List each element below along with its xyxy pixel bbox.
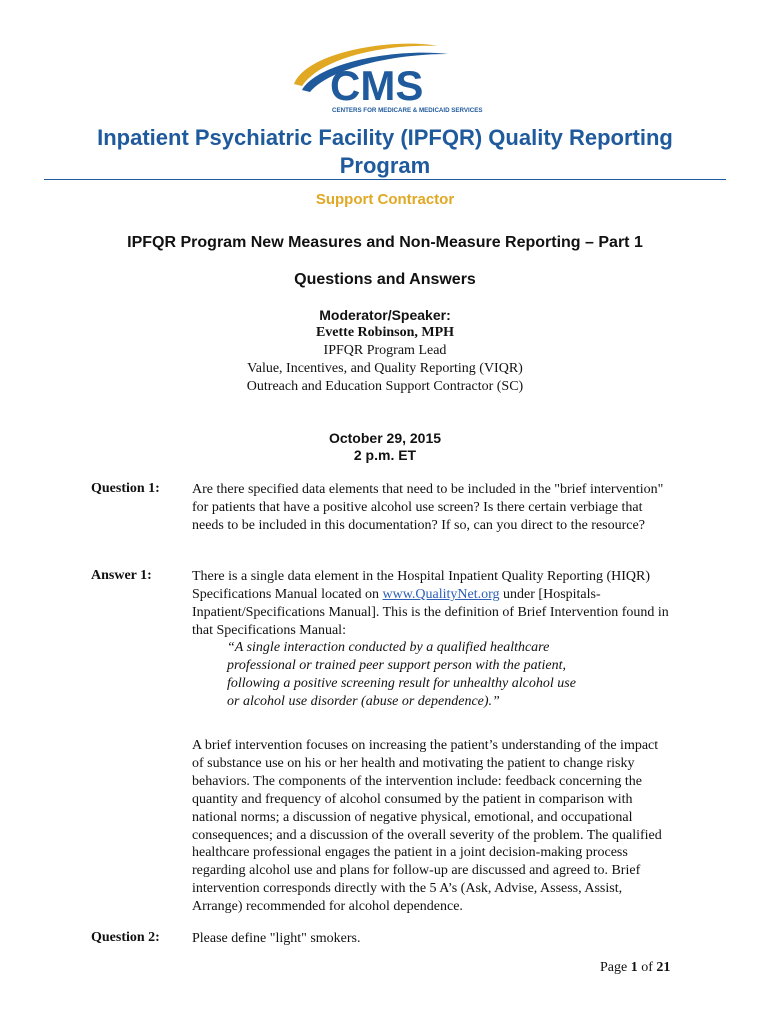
question-2-text: Please define "light" smokers. xyxy=(192,931,361,946)
cms-logo xyxy=(288,40,488,116)
document-heading: IPFQR Program New Measures and Non-Measure Reporting – Part 1 xyxy=(127,234,643,251)
moderator-org-1: Value, Incentives, and Quality Reporting (VIQR) xyxy=(247,361,523,376)
answer-1-paragraph-2: A brief intervention focuses on increasing the patient’s understanding of the impact of substance use on his or her health and motivating the patient to change risky behaviors. The components of the intervention include: feedback concerning the quantity and frequency of alcohol consumed by the patient in comparison with national norms; a discussion of negative physical, emotional, and occupational consequences; and a discussion of the overall severity of the problem. The qualified healthcare professional engages the patient in a joint decision-making process regarding alcohol use and plans for follow-up are discussed and agreed to. Brief intervention corresponds directly with the 5 A’s (Ask, Advise, Assess, Assist, Arrange) recommended for alcohol dependence. xyxy=(192,738,662,915)
moderator-org-2: Outreach and Education Support Contractor (SC) xyxy=(246,379,524,394)
support-contractor-label: Support Contractor xyxy=(315,191,455,208)
logo-subtext: CENTERS FOR MEDICARE & MEDICAID SERVICES xyxy=(332,107,483,114)
moderator-role: IPFQR Program Lead xyxy=(323,343,447,358)
question-1-label: Question 1: xyxy=(91,481,160,496)
page-of: of xyxy=(641,960,653,975)
total-pages: 21 xyxy=(656,960,671,975)
event-date: October 29, 2015 xyxy=(328,430,442,446)
answer-1-text-before-link: There is a single data element in the Hospital Inpatient Quality Reporting (HIQR) Specifications Manual located on xyxy=(192,569,650,602)
answer-1-text-after-link: under [Hospitals-Inpatient/Specifications Manual]. This is the definition of Brief Intervention found in that Specifications Manual: xyxy=(192,586,669,638)
page-title-line1: Inpatient Psychiatric Facility (IPFQR) Quality Reporting xyxy=(97,125,673,150)
moderator-label: Moderator/Speaker: xyxy=(319,307,451,323)
answer-1-paragraph-1 xyxy=(192,568,672,640)
document-subheading: Questions and Answers xyxy=(294,271,476,288)
question-1-text: Are there specified data elements that need to be included in the "brief intervention" for patients that have a positive alcohol use screen? Is there certain verbiage that needs to be included in this documentation? If so, can you direct to the resource? xyxy=(192,482,664,533)
page-title-line2: Program xyxy=(339,153,431,178)
qualitynet-link[interactable]: www.QualityNet.org xyxy=(382,586,500,602)
event-time: 2 p.m. ET xyxy=(353,447,417,463)
question-2-label: Question 2: xyxy=(91,930,160,945)
page-number xyxy=(600,960,670,976)
moderator-name: Evette Robinson, MPH xyxy=(315,325,455,340)
current-page: 1 xyxy=(630,960,638,975)
answer-1-quote: “A single interaction conducted by a qualified healthcare professional or trained peer support person with the patient, following a positive screening result for unhealthy alcohol use or alcohol use disorder (abuse or dependence).” xyxy=(227,640,576,709)
answer-1-label: Answer 1: xyxy=(91,568,152,583)
page-prefix: Page xyxy=(600,960,628,975)
logo-text: CMS xyxy=(330,62,424,109)
title-divider xyxy=(44,179,726,180)
